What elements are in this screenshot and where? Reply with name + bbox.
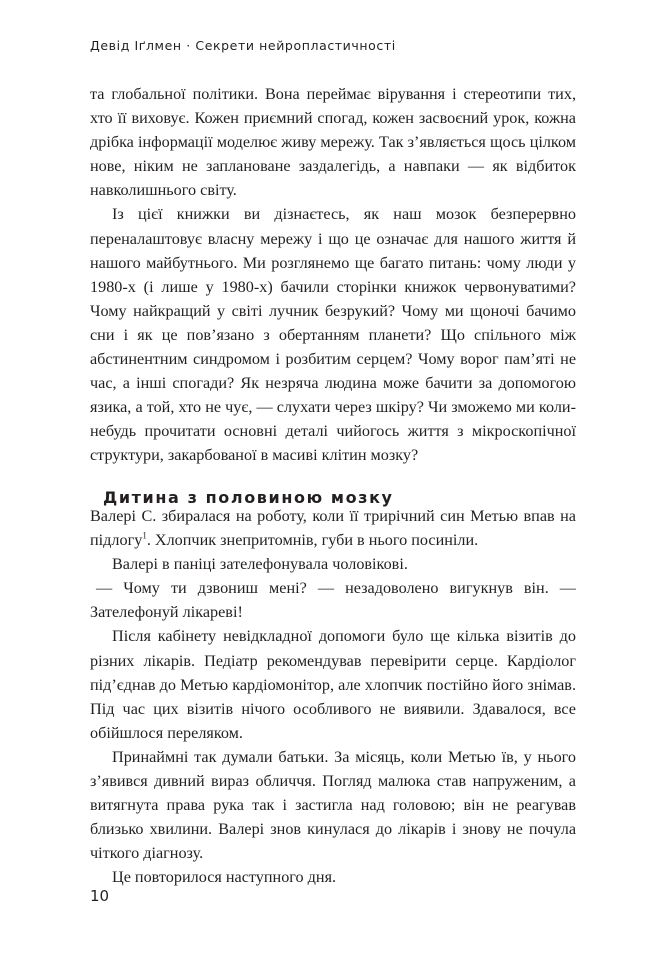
paragraph: [90, 504, 576, 552]
body-text-section: [90, 504, 576, 890]
page-number: 10: [90, 887, 110, 905]
running-head: Девід Іґлмен · Секрети нейропластичності: [90, 38, 396, 53]
paragraph: Із цієї книжки ви дізнаєтесь, як наш мозок безперервно переналаштовує власну мережу і що це означає для нашого життя й нашого майбутнього. Ми розглянемо ще багато питань: чому люди у 1980-х (і лише у 1980-х) бачили сторінки книжок червонуватими? Чому найкращий у світі лучник безрукий? Чому ми щоночі бачимо сни і як це пов’язано з обертанням планети? Що спільного між абстинентним синдромом і розбитим серцем? Чому ворог пам’яті не час, а інші спогади? Як незряча людина може бачити за допомогою язика, а той, хто не чує, — слухати через шкіру? Чи зможемо ми коли-небудь прочитати основні деталі чийогось життя з мікроскопічної структури, закарбованої в масиві клітин мозку?: [90, 205, 576, 465]
footnote-ref[interactable]: 1: [142, 530, 147, 541]
paragraph: Принаймні так думали батьки. За місяць, коли Метью їв, у нього з’явився дивний вираз обличчя. Погляд малюка став напруженим, а витягнута права рука так і застигла над головою; він не реагував близько хвилини. Валері знов кинулася до лікарів і знову не почула чіткого діагнозу.: [90, 747, 576, 863]
paragraph-text: Валері С. збиралася на роботу, коли її трирічний син Метью впав на підлогу: [90, 507, 576, 550]
section-heading: Дитина з половиною мозку: [103, 488, 394, 507]
paragraph: Це повторилося наступного дня.: [112, 868, 337, 887]
body-text-top: [90, 82, 576, 468]
paragraph-text: . Хлопчик знепритомнів, губи в нього посиніли.: [146, 531, 479, 550]
paragraph: Валері в паніці зателефонувала чоловікові.: [112, 555, 408, 574]
paragraph: Після кабінету невідкладної допомоги було ще кілька візитів до різних лікарів. Педіатр рекомендував перевірити серце. Кардіолог під’єднав до Метью кардіомонітор, але хлопчик постійно його знімав. Під час цих візитів нічого особливого не виявили. Здавалося, все обійшлося переляком.: [90, 627, 576, 742]
paragraph: та глобальної політики. Вона переймає вірування і стереотипи тих, хто її виховує. Кожен приємний спогад, кожен засвоєний урок, кожна дрібка інформації моделює живу мережу. Так з’являється щось цілком нове, ніким не заплановане заздалегідь, а навпаки — як відбиток навколишнього світу.: [90, 85, 576, 200]
dialogue-line: — Чому ти дзвониш мені? — незадоволено вигукнув він. — Зателефонуй лікареві!: [90, 579, 576, 622]
